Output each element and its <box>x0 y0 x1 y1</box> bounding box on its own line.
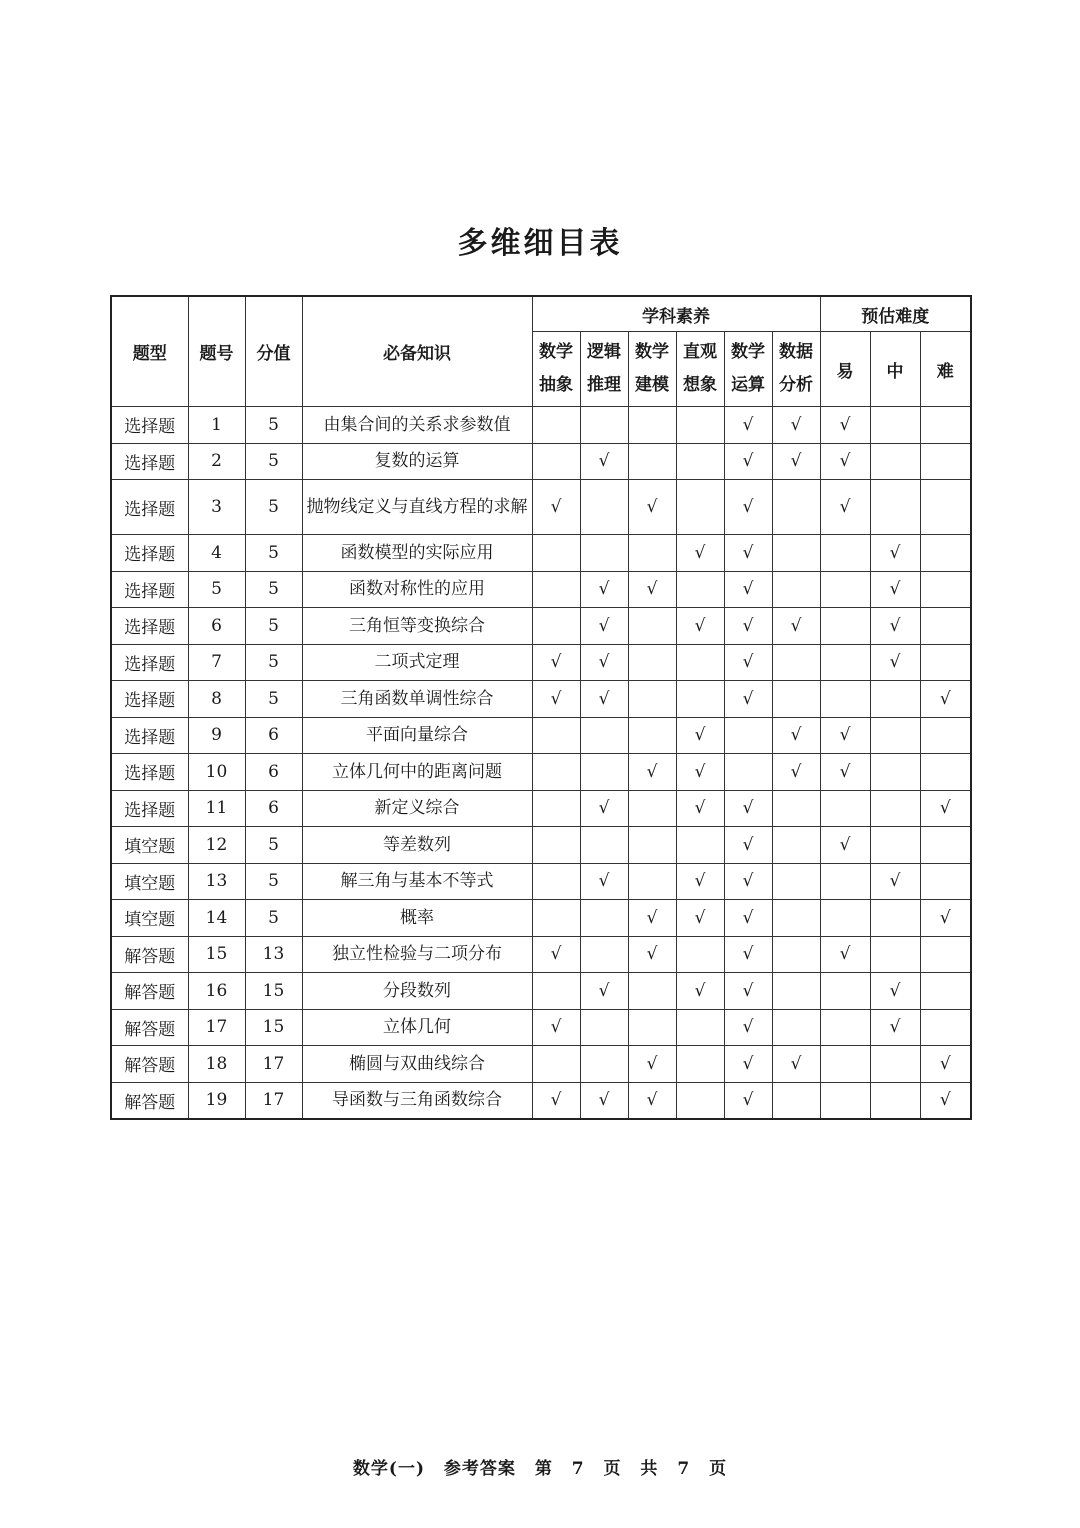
cell-literacy-3 <box>676 827 724 864</box>
header-literacy-line2: 抽象 <box>539 375 573 395</box>
header-difficulty-group: 预估难度 <box>820 296 971 332</box>
cell-literacy-1: √ <box>580 1082 628 1119</box>
cell-literacy-4: √ <box>724 608 772 645</box>
cell-literacy-1 <box>580 407 628 444</box>
cell-literacy-3: √ <box>676 790 724 827</box>
cell-literacy-2: √ <box>628 936 676 973</box>
cell-type: 填空题 <box>111 827 188 864</box>
cell-type: 解答题 <box>111 1046 188 1083</box>
cell-literacy-0 <box>532 535 580 572</box>
cell-literacy-2 <box>628 863 676 900</box>
table-row <box>111 973 971 1010</box>
cell-literacy-2: √ <box>628 1046 676 1083</box>
cell-num: 8 <box>188 681 245 718</box>
cell-literacy-4: √ <box>724 900 772 937</box>
cell-knowledge: 解三角与基本不等式 <box>302 863 532 900</box>
cell-score: 5 <box>245 827 302 864</box>
cell-literacy-3 <box>676 443 724 480</box>
table-row <box>111 681 971 718</box>
cell-literacy-5 <box>772 1009 820 1046</box>
cell-literacy-5: √ <box>772 608 820 645</box>
cell-knowledge: 抛物线定义与直线方程的求解 <box>302 480 532 535</box>
cell-literacy-0: √ <box>532 1082 580 1119</box>
cell-difficulty-0: √ <box>820 443 870 480</box>
cell-literacy-2 <box>628 443 676 480</box>
cell-literacy-5: √ <box>772 754 820 791</box>
cell-num: 6 <box>188 608 245 645</box>
cell-literacy-0 <box>532 827 580 864</box>
cell-literacy-2 <box>628 790 676 827</box>
cell-difficulty-1: √ <box>870 535 920 572</box>
cell-literacy-2 <box>628 681 676 718</box>
cell-difficulty-0 <box>820 681 870 718</box>
table-row <box>111 407 971 444</box>
cell-literacy-2: √ <box>628 900 676 937</box>
cell-difficulty-0: √ <box>820 480 870 535</box>
cell-literacy-4 <box>724 754 772 791</box>
cell-literacy-0 <box>532 407 580 444</box>
cell-literacy-2 <box>628 717 676 754</box>
cell-difficulty-0: √ <box>820 754 870 791</box>
cell-literacy-3 <box>676 1082 724 1119</box>
cell-literacy-2 <box>628 1009 676 1046</box>
cell-score: 5 <box>245 900 302 937</box>
cell-difficulty-0 <box>820 900 870 937</box>
cell-difficulty-2: √ <box>920 790 971 827</box>
cell-literacy-5 <box>772 863 820 900</box>
cell-difficulty-2 <box>920 571 971 608</box>
header-difficulty-2: 难 <box>920 332 971 407</box>
cell-difficulty-2 <box>920 1009 971 1046</box>
cell-literacy-3: √ <box>676 608 724 645</box>
page-footer: 数学(一) 参考答案 第 7 页 共 7 页 <box>352 1459 728 1479</box>
cell-literacy-4: √ <box>724 407 772 444</box>
cell-difficulty-1 <box>870 480 920 535</box>
cell-difficulty-2 <box>920 827 971 864</box>
cell-literacy-4: √ <box>724 790 772 827</box>
cell-literacy-3 <box>676 681 724 718</box>
cell-literacy-5 <box>772 535 820 572</box>
cell-literacy-5 <box>772 644 820 681</box>
cell-type: 选择题 <box>111 754 188 791</box>
header-literacy-line1: 数学 <box>539 342 573 362</box>
table-row <box>111 936 971 973</box>
cell-difficulty-1 <box>870 827 920 864</box>
cell-literacy-4: √ <box>724 644 772 681</box>
cell-literacy-1 <box>580 535 628 572</box>
cell-difficulty-1 <box>870 1046 920 1083</box>
header-literacy-group: 学科素养 <box>532 296 820 332</box>
cell-num: 16 <box>188 973 245 1010</box>
cell-literacy-2: √ <box>628 480 676 535</box>
cell-literacy-5: √ <box>772 443 820 480</box>
cell-difficulty-2 <box>920 936 971 973</box>
cell-literacy-4: √ <box>724 535 772 572</box>
cell-literacy-1: √ <box>580 790 628 827</box>
cell-literacy-3 <box>676 1046 724 1083</box>
header-literacy-line2: 想象 <box>683 375 717 395</box>
cell-knowledge: 独立性检验与二项分布 <box>302 936 532 973</box>
cell-difficulty-0 <box>820 571 870 608</box>
cell-type: 选择题 <box>111 571 188 608</box>
cell-type: 解答题 <box>111 973 188 1010</box>
cell-difficulty-1 <box>870 407 920 444</box>
cell-type: 选择题 <box>111 644 188 681</box>
cell-num: 3 <box>188 480 245 535</box>
cell-type: 选择题 <box>111 608 188 645</box>
cell-literacy-5: √ <box>772 407 820 444</box>
cell-literacy-4: √ <box>724 1046 772 1083</box>
cell-literacy-4: √ <box>724 480 772 535</box>
cell-num: 12 <box>188 827 245 864</box>
cell-literacy-4 <box>724 717 772 754</box>
cell-literacy-2: √ <box>628 571 676 608</box>
table-row <box>111 443 971 480</box>
cell-num: 18 <box>188 1046 245 1083</box>
table-row <box>111 754 971 791</box>
header-literacy-line2: 推理 <box>587 375 621 395</box>
cell-literacy-1 <box>580 480 628 535</box>
cell-literacy-2 <box>628 608 676 645</box>
header-literacy-line1: 逻辑 <box>587 342 621 362</box>
cell-literacy-1 <box>580 1009 628 1046</box>
table-row <box>111 608 971 645</box>
cell-difficulty-1 <box>870 900 920 937</box>
cell-num: 13 <box>188 863 245 900</box>
cell-literacy-3: √ <box>676 535 724 572</box>
cell-knowledge: 导函数与三角函数综合 <box>302 1082 532 1119</box>
cell-difficulty-1: √ <box>870 571 920 608</box>
cell-literacy-1 <box>580 717 628 754</box>
header-literacy-5 <box>772 332 820 407</box>
cell-score: 5 <box>245 644 302 681</box>
header-type: 题型 <box>111 296 188 407</box>
specification-table <box>110 295 972 1120</box>
cell-literacy-3 <box>676 407 724 444</box>
cell-difficulty-2 <box>920 608 971 645</box>
cell-score: 17 <box>245 1082 302 1119</box>
cell-literacy-5 <box>772 973 820 1010</box>
cell-difficulty-1: √ <box>870 863 920 900</box>
cell-literacy-5 <box>772 827 820 864</box>
cell-difficulty-1: √ <box>870 973 920 1010</box>
header-knowledge: 必备知识 <box>302 296 532 407</box>
cell-score: 15 <box>245 1009 302 1046</box>
cell-num: 10 <box>188 754 245 791</box>
table-row <box>111 1046 971 1083</box>
cell-difficulty-1 <box>870 443 920 480</box>
cell-knowledge: 复数的运算 <box>302 443 532 480</box>
cell-literacy-2: √ <box>628 1082 676 1119</box>
page-title: 多维细目表 <box>457 226 623 261</box>
cell-literacy-3 <box>676 936 724 973</box>
cell-type: 选择题 <box>111 717 188 754</box>
cell-difficulty-0 <box>820 973 870 1010</box>
cell-score: 5 <box>245 407 302 444</box>
cell-knowledge: 二项式定理 <box>302 644 532 681</box>
cell-literacy-1: √ <box>580 571 628 608</box>
cell-score: 6 <box>245 790 302 827</box>
cell-literacy-3: √ <box>676 754 724 791</box>
cell-literacy-4: √ <box>724 1082 772 1119</box>
cell-literacy-0 <box>532 1046 580 1083</box>
cell-literacy-3 <box>676 644 724 681</box>
cell-difficulty-1 <box>870 790 920 827</box>
cell-score: 6 <box>245 717 302 754</box>
cell-literacy-4: √ <box>724 1009 772 1046</box>
cell-difficulty-1 <box>870 681 920 718</box>
cell-score: 5 <box>245 443 302 480</box>
cell-difficulty-0 <box>820 644 870 681</box>
cell-num: 9 <box>188 717 245 754</box>
cell-knowledge: 三角函数单调性综合 <box>302 681 532 718</box>
cell-knowledge: 椭圆与双曲线综合 <box>302 1046 532 1083</box>
cell-num: 19 <box>188 1082 245 1119</box>
cell-knowledge: 平面向量综合 <box>302 717 532 754</box>
cell-difficulty-1: √ <box>870 608 920 645</box>
cell-literacy-1: √ <box>580 644 628 681</box>
cell-literacy-5: √ <box>772 1046 820 1083</box>
cell-literacy-0: √ <box>532 681 580 718</box>
cell-literacy-4: √ <box>724 936 772 973</box>
cell-literacy-1: √ <box>580 443 628 480</box>
header-literacy-line2: 建模 <box>635 375 669 395</box>
cell-type: 选择题 <box>111 480 188 535</box>
cell-literacy-3: √ <box>676 717 724 754</box>
cell-literacy-2 <box>628 973 676 1010</box>
cell-difficulty-1: √ <box>870 644 920 681</box>
cell-difficulty-1: √ <box>870 1009 920 1046</box>
cell-num: 2 <box>188 443 245 480</box>
cell-score: 5 <box>245 681 302 718</box>
cell-difficulty-0 <box>820 1009 870 1046</box>
cell-literacy-0 <box>532 790 580 827</box>
cell-num: 4 <box>188 535 245 572</box>
cell-knowledge: 概率 <box>302 900 532 937</box>
table-row <box>111 790 971 827</box>
cell-literacy-0 <box>532 608 580 645</box>
cell-num: 7 <box>188 644 245 681</box>
cell-difficulty-1 <box>870 936 920 973</box>
cell-literacy-3: √ <box>676 900 724 937</box>
cell-difficulty-0 <box>820 1046 870 1083</box>
cell-type: 解答题 <box>111 1009 188 1046</box>
header-difficulty-0: 易 <box>820 332 870 407</box>
cell-literacy-1 <box>580 827 628 864</box>
cell-type: 选择题 <box>111 443 188 480</box>
cell-literacy-0 <box>532 717 580 754</box>
cell-literacy-2: √ <box>628 754 676 791</box>
cell-literacy-1 <box>580 900 628 937</box>
cell-literacy-0: √ <box>532 1009 580 1046</box>
cell-score: 5 <box>245 571 302 608</box>
table-row <box>111 717 971 754</box>
table-row <box>111 480 971 535</box>
cell-score: 17 <box>245 1046 302 1083</box>
cell-score: 13 <box>245 936 302 973</box>
cell-literacy-0 <box>532 900 580 937</box>
cell-literacy-1: √ <box>580 863 628 900</box>
cell-literacy-5 <box>772 571 820 608</box>
cell-literacy-5 <box>772 480 820 535</box>
cell-difficulty-0 <box>820 535 870 572</box>
cell-difficulty-2 <box>920 443 971 480</box>
cell-difficulty-0: √ <box>820 407 870 444</box>
table-row <box>111 1009 971 1046</box>
cell-score: 15 <box>245 973 302 1010</box>
cell-num: 5 <box>188 571 245 608</box>
table-row <box>111 827 971 864</box>
cell-difficulty-2: √ <box>920 681 971 718</box>
cell-difficulty-2 <box>920 644 971 681</box>
header-literacy-line1: 数据 <box>779 342 813 362</box>
header-literacy-0 <box>532 332 580 407</box>
cell-type: 选择题 <box>111 407 188 444</box>
cell-difficulty-0: √ <box>820 827 870 864</box>
header-literacy-1 <box>580 332 628 407</box>
table-row <box>111 863 971 900</box>
cell-num: 17 <box>188 1009 245 1046</box>
cell-literacy-1 <box>580 1046 628 1083</box>
cell-literacy-0 <box>532 754 580 791</box>
cell-literacy-0 <box>532 571 580 608</box>
cell-difficulty-2: √ <box>920 1046 971 1083</box>
cell-literacy-2 <box>628 535 676 572</box>
header-literacy-2 <box>628 332 676 407</box>
cell-difficulty-2 <box>920 863 971 900</box>
cell-knowledge: 立体几何 <box>302 1009 532 1046</box>
cell-knowledge: 分段数列 <box>302 973 532 1010</box>
header-difficulty-1: 中 <box>870 332 920 407</box>
cell-literacy-1: √ <box>580 973 628 1010</box>
table-row <box>111 571 971 608</box>
cell-difficulty-2 <box>920 480 971 535</box>
table-row <box>111 900 971 937</box>
cell-knowledge: 三角恒等变换综合 <box>302 608 532 645</box>
cell-score: 5 <box>245 608 302 645</box>
header-score: 分值 <box>245 296 302 407</box>
header-literacy-line1: 直观 <box>683 342 717 362</box>
table-row <box>111 644 971 681</box>
cell-difficulty-2 <box>920 535 971 572</box>
cell-literacy-5 <box>772 790 820 827</box>
cell-literacy-1: √ <box>580 608 628 645</box>
cell-type: 选择题 <box>111 535 188 572</box>
cell-knowledge: 函数模型的实际应用 <box>302 535 532 572</box>
cell-type: 解答题 <box>111 1082 188 1119</box>
cell-difficulty-0 <box>820 790 870 827</box>
cell-literacy-4: √ <box>724 571 772 608</box>
cell-literacy-1 <box>580 754 628 791</box>
cell-difficulty-1 <box>870 717 920 754</box>
cell-num: 14 <box>188 900 245 937</box>
header-literacy-line2: 分析 <box>779 375 813 395</box>
header-num: 题号 <box>188 296 245 407</box>
cell-difficulty-2: √ <box>920 1082 971 1119</box>
cell-literacy-3: √ <box>676 973 724 1010</box>
cell-difficulty-2 <box>920 754 971 791</box>
cell-literacy-4: √ <box>724 973 772 1010</box>
cell-literacy-3 <box>676 1009 724 1046</box>
cell-difficulty-0 <box>820 1082 870 1119</box>
cell-difficulty-2 <box>920 973 971 1010</box>
cell-literacy-4: √ <box>724 443 772 480</box>
cell-type: 填空题 <box>111 900 188 937</box>
cell-num: 1 <box>188 407 245 444</box>
cell-difficulty-0 <box>820 863 870 900</box>
cell-num: 11 <box>188 790 245 827</box>
cell-literacy-0: √ <box>532 644 580 681</box>
cell-type: 选择题 <box>111 681 188 718</box>
header-literacy-4 <box>724 332 772 407</box>
cell-literacy-5 <box>772 900 820 937</box>
cell-literacy-3 <box>676 571 724 608</box>
cell-score: 5 <box>245 863 302 900</box>
cell-difficulty-2 <box>920 717 971 754</box>
cell-num: 15 <box>188 936 245 973</box>
cell-difficulty-0: √ <box>820 936 870 973</box>
cell-knowledge: 等差数列 <box>302 827 532 864</box>
cell-knowledge: 由集合间的关系求参数值 <box>302 407 532 444</box>
cell-literacy-5 <box>772 1082 820 1119</box>
cell-literacy-5 <box>772 936 820 973</box>
cell-score: 6 <box>245 754 302 791</box>
cell-type: 解答题 <box>111 936 188 973</box>
table-row <box>111 1082 971 1119</box>
cell-difficulty-1 <box>870 1082 920 1119</box>
cell-difficulty-2 <box>920 407 971 444</box>
cell-literacy-2 <box>628 407 676 444</box>
cell-literacy-1 <box>580 936 628 973</box>
cell-literacy-0 <box>532 443 580 480</box>
cell-literacy-1: √ <box>580 681 628 718</box>
cell-knowledge: 函数对称性的应用 <box>302 571 532 608</box>
cell-literacy-2 <box>628 644 676 681</box>
cell-score: 5 <box>245 480 302 535</box>
cell-literacy-5: √ <box>772 717 820 754</box>
cell-type: 填空题 <box>111 863 188 900</box>
cell-difficulty-0: √ <box>820 717 870 754</box>
cell-literacy-3 <box>676 480 724 535</box>
cell-literacy-3: √ <box>676 863 724 900</box>
cell-difficulty-1 <box>870 754 920 791</box>
cell-type: 选择题 <box>111 790 188 827</box>
cell-knowledge: 新定义综合 <box>302 790 532 827</box>
cell-literacy-4: √ <box>724 827 772 864</box>
cell-literacy-0: √ <box>532 936 580 973</box>
table-row <box>111 535 971 572</box>
cell-literacy-4: √ <box>724 863 772 900</box>
cell-literacy-0: √ <box>532 480 580 535</box>
cell-literacy-0 <box>532 973 580 1010</box>
header-literacy-line2: 运算 <box>731 375 765 395</box>
cell-score: 5 <box>245 535 302 572</box>
cell-knowledge: 立体几何中的距离问题 <box>302 754 532 791</box>
cell-difficulty-0 <box>820 608 870 645</box>
cell-difficulty-2: √ <box>920 900 971 937</box>
header-literacy-3 <box>676 332 724 407</box>
header-literacy-line1: 数学 <box>635 342 669 362</box>
cell-literacy-5 <box>772 681 820 718</box>
header-literacy-line1: 数学 <box>731 342 765 362</box>
cell-literacy-0 <box>532 863 580 900</box>
cell-literacy-2 <box>628 827 676 864</box>
cell-literacy-4: √ <box>724 681 772 718</box>
